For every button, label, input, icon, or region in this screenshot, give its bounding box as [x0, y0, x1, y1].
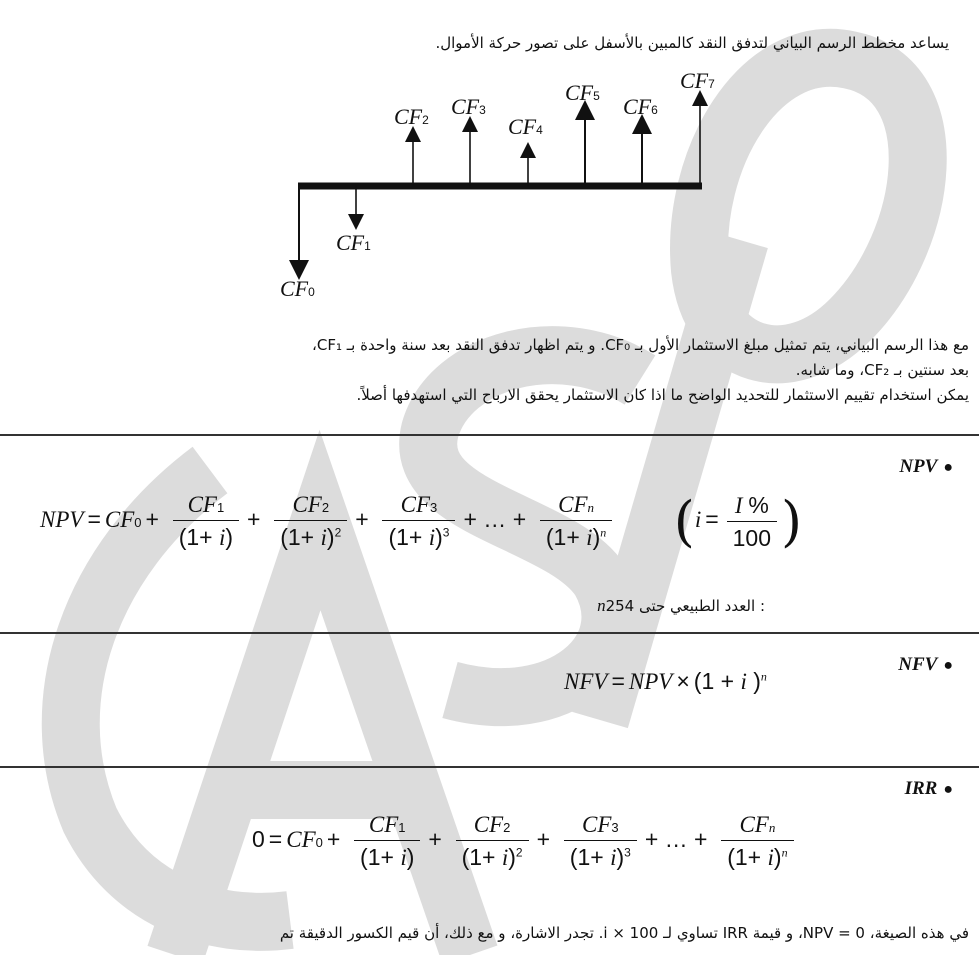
watermark-letter-a: [175, 520, 470, 955]
label-cf7: CF7: [680, 68, 715, 93]
npv-heading: NPV ●: [899, 456, 953, 477]
nfv-heading: NFV ●: [898, 654, 953, 675]
footer-text: في هذه الصيغة، NPV = 0، و قيمة IRR تساوي لـ i × 100. تجدر الاشارة، و مع ذلك، أن قيم الكسور الدقيقة تم: [279, 924, 969, 942]
label-cf2: CF2: [394, 104, 429, 129]
label-cf0: CF0: [280, 276, 315, 301]
cash-flow-diagram: [0, 0, 979, 320]
label-cf6: CF6: [623, 94, 658, 119]
irr-formula: 0 = CF0 + $\frac{CF1}{(1+ i)}$ + $\frac{CF2}{(1+ i)^2}$ + $\frac{CF3}{(1+ i)^3}$ + … + $\frac{\text{CFn}}{(1+ i)^n}$: [252, 812, 798, 871]
explanation-line-1: مع هذا الرسم البياني، يتم تمثيل مبلغ الاستثمار الأول بـ CF₀. و يتم اظهار تدفق النقد بعد سنة واحدة بـ CF₁،: [312, 336, 969, 354]
irr-heading: IRR ●: [904, 778, 953, 799]
explanation-line-3: يمكن استخدام تقييم الاستثمار للتحديد الواضح ما اذا كان الاستثمار يحقق الارباح التي استهدفها أصلاً.: [356, 386, 969, 404]
label-cf3: CF3: [451, 94, 486, 119]
divider-2: [0, 632, 979, 634]
nfv-formula: NFV = NPV × (1 + i )$^n$: [564, 668, 767, 694]
label-cf5: CF5: [565, 80, 600, 105]
npv-note: n: العدد الطبيعي حتى 254: [597, 596, 765, 615]
divider-1: [0, 434, 979, 436]
explanation-paragraph: [9, 333, 969, 408]
label-cf1: CF1: [336, 230, 371, 255]
intro-text: يساعد مخطط الرسم البياني لتدفق النقد كالمبين بالأسفل على تصور حركة الأموال.: [435, 34, 949, 52]
npv-formula: NPV = CF0 + $\frac{CF1}{(1+ i)}$ + $\frac{CF2}{(1+ i)^2}$ + $\frac{CF3}{(1+ i)^3}$ + … + $\frac{\text{CFn}}{(1+ i)^n}$ (i = $\frac{I \%}{100}$ ): [40, 490, 803, 553]
label-cf4: CF4: [508, 114, 543, 139]
explanation-line-2: بعد سنتين بـ CF₂، وما شابه.: [795, 361, 969, 379]
divider-3: [0, 766, 979, 768]
